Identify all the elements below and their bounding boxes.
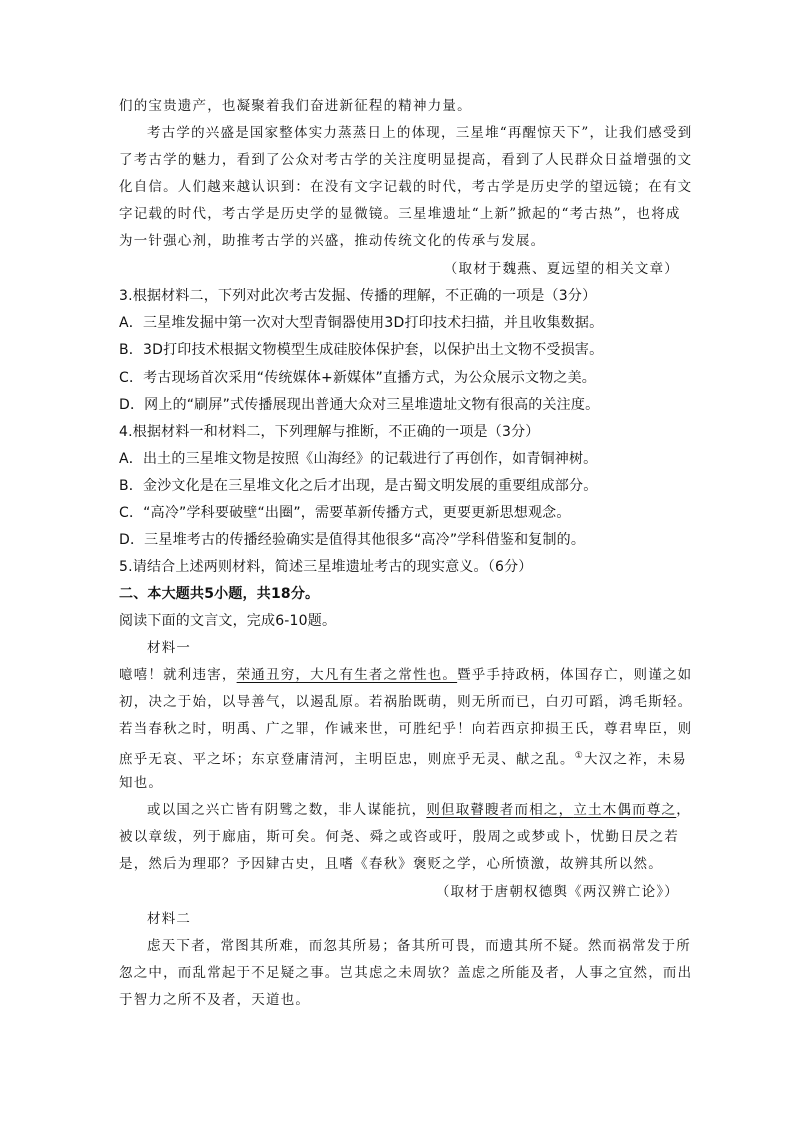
question-4-option-a: A．出土的三星堆文物是按照《山海经》的记载进行了再创作，如青铜神树。	[119, 451, 598, 467]
footnote-marker: ①	[574, 751, 584, 761]
classical-2-line-1: 虑天下者，常图其所难，而忽其所易；备其所可畏，而遗其所不疑。然而祸常发于所	[147, 938, 691, 954]
question-4-option-b: B．金沙文化是在三星堆文化之后才出现，是古蜀文明发展的重要组成部分。	[119, 478, 598, 494]
classical-1-para-2-post: ，	[676, 802, 691, 818]
question-4-option-c: C．“高冷”学科要破壁“出圈”，需要革新传播方式，更要更新思想观念。	[119, 505, 571, 521]
classical-1-para-2-line-3: 是，然后为理耶？予因肄古史，且嗜《春秋》褒贬之学，心所愤激，故辨其所以然。	[119, 856, 663, 872]
classical-1-line-2: 初，决之于始，以导善气，以遏乱原。若祸胎既萌，则无所而已，白刃可蹈，鸿毛斯轻。	[119, 694, 693, 710]
question-4-option-d: D．三星堆考古的传播经验确实是值得其他很多“高冷”学科借鉴和复制的。	[119, 532, 586, 548]
archaeology-para-line-3: 化自信。人们越来越认识到：在没有文字记载的时代，考古学是历史学的望远镜；在有文	[119, 179, 693, 195]
question-3-option-a: A．三星堆发掘中第一次对大型青铜器使用3D打印技术扫描，并且收集数据。	[119, 315, 604, 331]
classical-material-1-heading: 材料一	[147, 640, 192, 656]
classical-1-line-1	[119, 665, 693, 685]
classical-1-underlined-sentence-1: 荣通丑穷，大凡有生者之常性也。	[236, 667, 458, 683]
classical-1-para-2-line-2: 被以章绂，列于廊庙，斯可矣。何尧、舜之或咨或吁，殷周之或梦或卜，忧勤日昃之若	[119, 829, 679, 845]
classical-1-underlined-sentence-2b: 立土木偶而尊之	[573, 802, 677, 818]
classical-1-source: （取材于唐朝权德舆《两汉辨亡论》）	[435, 884, 679, 900]
question-3-option-b: B．3D打印技术根据文物模型生成硅胶体保护套，以保护出土文物不受损害。	[119, 342, 604, 358]
archaeology-para-line-4: 字记载的时代，考古学是历史学的显微镜。三星堆遗址“上新”掀起的“考古热”，也将成	[119, 206, 681, 222]
section-2-title: 二、本大题共5小题，共18分。	[119, 586, 320, 602]
classical-material-2-heading: 材料二	[147, 911, 192, 927]
classical-1-underlined-sentence-2a: 则但取瞽瞍者而相之	[426, 802, 559, 818]
classical-1-line-1-pre: 噫嘻！就利违害，	[119, 667, 237, 683]
archaeology-para-line-5: 为一针强心剂，助推考古学的兴盛，推动传统文化的传承与发展。	[119, 233, 546, 249]
classical-1-line-4	[119, 746, 687, 770]
question-4-stem: 4.根据材料一和材料二，下列理解与推断，不正确的一项是（3分）	[119, 424, 540, 440]
classical-1-para-2-pre: 或以国之兴亡皆有阴骘之数，非人谋能抗，	[147, 802, 427, 818]
classical-1-line-5: 知也。	[119, 775, 164, 791]
archaeology-para-line-2: 了考古学的魅力，看到了公众对考古学的关注度明显提高，看到了人民群众日益增强的文	[119, 152, 693, 168]
question-3-stem: 3.根据材料二，下列对此次考古发掘、传播的理解，不正确的一项是（3分）	[119, 288, 597, 304]
question-5-stem: 5.请结合上述两则材料，简述三星堆遗址考古的现实意义。（6分）	[119, 559, 533, 575]
classical-1-line-4-text: 庶乎无哀、平之坏；东京登庸清河，主明臣忠，则庶乎无灵、献之乱。	[119, 751, 575, 768]
classical-1-line-3: 若当春秋之时，明禹、广之罪，作诫来世，可胜纪乎！向若西京抑损王氏，尊君卑臣，则	[119, 721, 693, 737]
material1-closing-line: 们的宝贵遗产，也凝聚着我们奋进新征程的精神力量。	[119, 98, 472, 114]
classical-1-para-2-line-1	[147, 800, 691, 820]
archaeology-source: （取材于魏燕、夏远望的相关文章）	[443, 261, 679, 277]
archaeology-para-line-1: 考古学的兴盛是国家整体实力蒸蒸日上的体现，三星堆“再醒惊天下”，让我们感受到	[147, 125, 693, 141]
question-3-option-d: D．网上的“刷屏”式传播展现出普通大众对三星堆遗址文物有很高的关注度。	[119, 397, 600, 413]
classical-1-underlined-comma: ，	[558, 802, 574, 818]
question-3-option-c: C．考古现场首次采用“传统媒体+新媒体”直播方式，为公众展示文物之美。	[119, 370, 597, 386]
classical-2-line-3: 于智力之所不及者，天道也。	[119, 992, 311, 1008]
classical-1-line-1-post: 暨乎手持政柄，体国存亡，则谨之如	[457, 667, 693, 683]
classical-2-line-2: 忽之中，而乱常起于不足疑之事。岂其虑之未周欤？盖虑之所能及者，人事之宜然，而出	[119, 965, 693, 981]
section-2-instruction: 阅读下面的文言文，完成6-10题。	[119, 613, 337, 629]
classical-1-line-4-post: 大汉之祚，未易	[583, 751, 687, 768]
